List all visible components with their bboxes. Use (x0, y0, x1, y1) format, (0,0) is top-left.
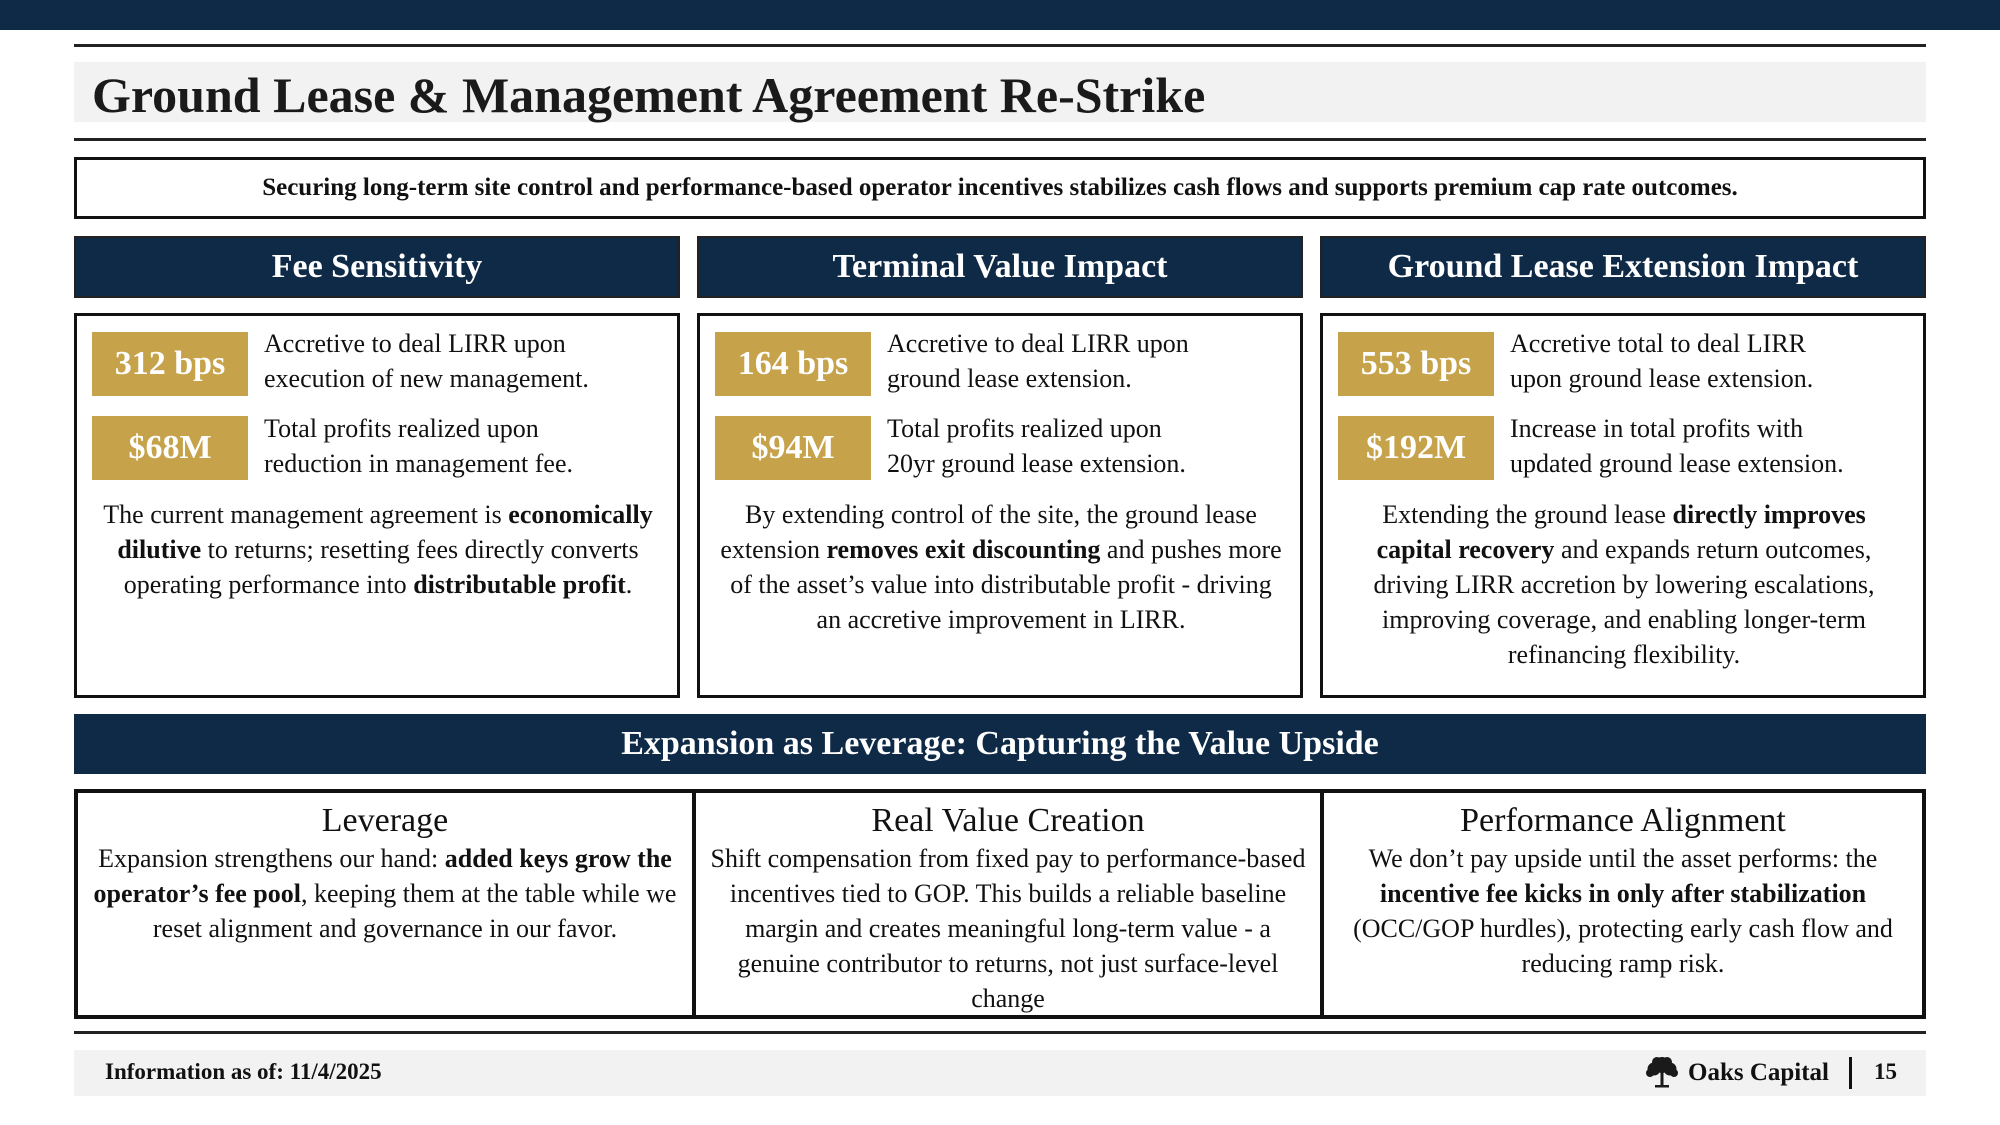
panel-body-text (720, 497, 1282, 637)
panel-body-text (1343, 497, 1905, 672)
body-segment: Expansion strengthens our hand: (98, 844, 445, 873)
metric-badge: 312 bps (92, 332, 248, 396)
metric-line: Increase in total profits with (1510, 414, 1804, 443)
company-name: Oaks Capital (1688, 1059, 1830, 1086)
panel-ground-lease (1320, 313, 1926, 698)
metric-line: Total profits realized upon (264, 414, 539, 443)
body-segment: to returns; resetting fees directly converts operating performance into (123, 535, 639, 599)
panel-header-fee-sensitivity: Fee Sensitivity (74, 236, 680, 298)
page-title: Ground Lease & Management Agreement Re-Strike (92, 67, 1206, 123)
metric-line: ground lease extension. (887, 364, 1132, 393)
expansion-cell-real-value (692, 793, 1320, 1015)
metric-line: updated ground lease extension. (1510, 449, 1844, 478)
body-segment: , keeping them at the table while we reset alignment and governance in our favor. (152, 879, 677, 943)
panel-terminal-value (697, 313, 1303, 698)
metric-badge: $192M (1338, 416, 1494, 480)
body-segment-bold: removes exit discounting (826, 535, 1101, 564)
subtitle-text: Securing long-term site control and performance-based operator incentives stabilizes cash flows and supports premium cap rate outcomes. (262, 174, 1738, 201)
panel-header-ground-lease: Ground Lease Extension Impact (1320, 236, 1926, 298)
metric-badge: $68M (92, 416, 248, 480)
footer-top-rule (74, 1031, 1926, 1034)
tree-icon (1644, 1054, 1680, 1090)
expansion-banner: Expansion as Leverage: Capturing the Value Upside (74, 714, 1926, 774)
expansion-cell-text (90, 841, 680, 946)
metric-line: 20yr ground lease extension. (887, 449, 1186, 478)
expansion-cell-text (708, 841, 1308, 1016)
body-segment: Shift compensation from fixed pay to performance-based incentives tied to GOP. This builds a reliable baseline margin and creates meaningful long-term value - a genuine contributor to returns, not just surface-level change (710, 844, 1306, 1013)
metric-description (887, 326, 1297, 396)
metric-line: execution of new management. (264, 364, 589, 393)
expansion-cell-leverage (78, 793, 692, 1015)
panel-header-terminal-value: Terminal Value Impact (697, 236, 1303, 298)
metric-badge: 164 bps (715, 332, 871, 396)
expansion-cell-text (1336, 841, 1910, 981)
body-segment-bold: distributable profit (413, 570, 626, 599)
top-accent-bar (0, 0, 2000, 30)
expansion-cell-title: Real Value Creation (871, 802, 1145, 839)
panel-fee-sensitivity (74, 313, 680, 698)
metric-description (264, 411, 674, 481)
metric-description (887, 411, 1297, 481)
metric-badge: $94M (715, 416, 871, 480)
metric-description (264, 326, 674, 396)
expansion-grid (74, 789, 1926, 1019)
expansion-cell-title: Leverage (321, 802, 449, 839)
metric-line: Accretive to deal LIRR upon (887, 329, 1189, 358)
body-segment: and expands return outcomes, driving LIRR accretion by lowering escalations, improving coverage, and enabling longer-term refinancing flexibility. (1373, 535, 1875, 669)
metric-description (1510, 326, 1920, 396)
body-segment-bold: directly improves capital recovery (1376, 500, 1866, 564)
expansion-cell-title: Performance Alignment (1460, 802, 1786, 839)
metric-line: upon ground lease extension. (1510, 364, 1814, 393)
body-segment-bold: added keys grow the operator’s fee pool (93, 844, 672, 908)
body-segment: We don’t pay upside until the asset performs: the (1368, 844, 1878, 873)
body-segment: By extending control of the site, the ground lease extension (720, 500, 1257, 564)
body-segment: Extending the ground lease (1382, 500, 1673, 529)
page-number: 15 (1874, 1059, 1897, 1084)
panel-body-text (97, 497, 659, 602)
body-segment-bold: economically dilutive (117, 500, 653, 564)
title-top-rule (74, 44, 1926, 47)
footer-info: Information as of: 11/4/2025 (105, 1059, 382, 1084)
body-segment: and pushes more of the asset’s value into distributable profit - driving an accretive improvement in LIRR. (730, 535, 1282, 634)
footer-separator (1849, 1057, 1852, 1089)
body-segment-bold: incentive fee kicks in only after stabilization (1379, 879, 1867, 908)
body-segment: . (625, 570, 633, 599)
metric-line: Total profits realized upon (887, 414, 1162, 443)
metric-line: Accretive total to deal LIRR (1510, 329, 1807, 358)
body-segment: The current management agreement is (103, 500, 509, 529)
metric-line: reduction in management fee. (264, 449, 573, 478)
title-bottom-rule (74, 138, 1926, 141)
metric-badge: 553 bps (1338, 332, 1494, 396)
subtitle-box (74, 157, 1926, 219)
expansion-cell-performance (1320, 793, 1922, 1015)
metric-line: Accretive to deal LIRR upon (264, 329, 566, 358)
body-segment: (OCC/GOP hurdles), protecting early cash flow and reducing ramp risk. (1353, 914, 1893, 978)
metric-description (1510, 411, 1920, 481)
